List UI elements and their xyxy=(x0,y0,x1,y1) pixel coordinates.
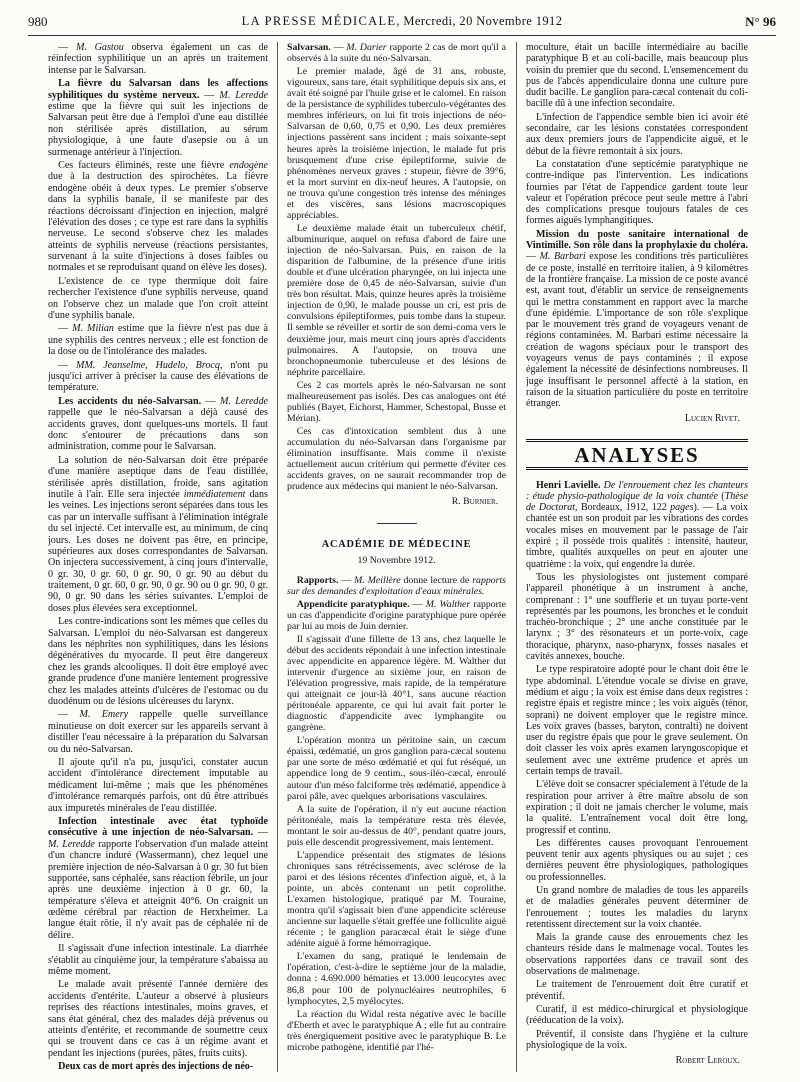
body-text: Tous les physiologistes ont justement comparé l'appareil phonétique à un instrument à anche, comprenant : 1° une soufflerie et un tuyau porte-vent représentés par les poumons, les bronches et le conduit trachéo-bronchique ; 2° une anche constituée par le larynx ; 3° des résonateurs et un porte-voix, cage thoracique, pharynx, naso-pharynx, fosses nasales et cavités annexes, bouche. xyxy=(526,571,748,663)
body-text: Le premier malade, âgé de 31 ans, robuste, vigoureux, sans tare, était syphilitique depuis six ans, et avait été soigné par l'huile grise et le calomel. En raison de la persistance de syphilides tuberculo-végétantes des membres inférieurs, on lui fit trois injections de néo-Salvarsan de 0,60, 0,75 et 0,90. Les deux premières injections passèrent sans incident ; mais soixante-sept heures après la troisième injection, le malade fut pris brusquement d'une crise épileptiforme, suivie de phénomènes nerveux graves : stupeur, fièvre de 39°6, et la mort survint en dix-neuf heures. A l'autopsie, on ne trouva qu'une congestion très intense des méninges et des viscères, sans lésions macroscopiques appréciables. xyxy=(287,66,506,221)
article-paragraph xyxy=(526,229,748,410)
article-paragraph xyxy=(48,979,268,1059)
article-paragraph xyxy=(48,816,268,941)
article-paragraph xyxy=(287,735,506,801)
header-rule xyxy=(28,35,776,36)
emphasis-text: rapports sur des demandes d'exploitation d'eaux minérales. xyxy=(287,574,506,597)
article-paragraph xyxy=(526,112,748,157)
body-text: observa également un cas de réinfection syphilitique un an après un traitement intense par le Salvarsan. xyxy=(48,42,268,76)
emphasis-text: Thèse de Doctorat xyxy=(526,490,748,514)
body-text: — xyxy=(58,709,80,721)
section-banner: ANALYSES xyxy=(526,439,748,470)
body-text: L'appendice présentait des stigmates de lésions chroniques sans rétrécissements, avec sclérose de la paroi et des lésions récentes d'infection aiguë, et, à la pointe, un abcès contenant un petit coprolithe. L'examen histologique, pratiqué par M. Touraine, montra qu'il s'agissait bien d'une appendicite scléreuse ancienne sur laquelle s'était greffée une folliculite aiguë récente ; le ganglion paracæcal était le siège d'une adénite aiguë à forme hémorragique. xyxy=(287,849,506,950)
body-text: Ces facteurs éliminés, reste une fièvre xyxy=(58,159,230,171)
body-text: rappelle quelle surveillance minutieuse on doit exercer sur les appareils servant à distiller l'eau nécessaire à la préparation du Salvarsan ou du néo-Salvarsan. xyxy=(48,709,268,755)
body-text: L'élève doit se consacrer spécialement à l'étude de la respiration pour arriver à être maître absolu de son expiration ; il doit ne jamais chercher le volume, mais la qualité. L'entraînement vocal doit être long, progressif et continu. xyxy=(526,779,748,836)
column-3 xyxy=(526,42,748,1074)
body-text: donne lecture de xyxy=(400,574,473,586)
article-paragraph xyxy=(48,78,268,158)
body-text: Un grand nombre de maladies de tous les appareils et de maladies générales peuvent déterminer de l'enrouement ; toutes les maladies du larynx retentissent directement sur la voix chantée. xyxy=(526,884,748,930)
emphasis-text: M. Leredde xyxy=(219,395,268,407)
emphasis-text: M. Gastou xyxy=(75,42,124,53)
page-header xyxy=(28,14,776,34)
body-text: — xyxy=(253,827,268,839)
newspaper-title xyxy=(28,14,776,29)
body-text: n'ont pu jusqu'ici arriver à préciser la cause des élévations de température. xyxy=(48,359,268,394)
newspaper-name: LA PRESSE MÉDICALE xyxy=(241,14,397,28)
article-paragraph xyxy=(526,42,748,110)
body-text: Ces 2 cas mortels après le néo-Salvarsan ne sont malheureusement pas isolés. Des cas analogues ont été publiés (Bayet, Eichorst, Hammer, Schestopal, Busse et Mérian). xyxy=(287,379,506,424)
body-text: La constatation d'une septicémie paratyphique ne contre-indique pas l'intervention. Les indications fournies par l'état de l'appendice gardent toute leur valeur et l'opération précoce peut seule mettre à l'abri des complications presque toujours fatales de ces formes aiguës lymphangitiques. xyxy=(526,158,748,227)
article-paragraph xyxy=(526,159,748,227)
column-divider xyxy=(277,42,278,1072)
article-paragraph xyxy=(526,1004,748,1027)
emphasis-text: MM. Jeanselme, Hudelo, Brocq, xyxy=(76,359,223,371)
article-paragraph xyxy=(287,804,506,848)
article-paragraph xyxy=(48,42,268,76)
body-text: dans les veines. Les injections seront séparées dans tous les cas par un intervalle suffisant à l'élimination intégrale du sel injecté. Cet intervalle est, au minimum, de cinq jours. Les doses ne doivent pas être, en principe, supérieures aux doses correspondantes de Salvarsan. On injectera successivement, à cinq jours d'intervalle, 0 gr. 30, 0 gr. 60, 0 gr. 90, 0 gr. 90 au début du traitement, 0 gr. 60, 0 gr. 90, 0 gr. 90 ou 0 gr. 90, 0 gr. 90, 0 gr. 90 dans les séries suivantes. L'emploi de doses plus élevées sera exceptionnel. xyxy=(48,488,268,614)
body-text: rapporte 2 cas de mort qu'il a observés à la suite du néo-Salvarsan. xyxy=(287,42,506,65)
article-paragraph xyxy=(526,838,748,883)
body-text: , Bordeaux, 1912, 122 xyxy=(575,502,671,514)
page-number: 980 xyxy=(28,14,48,29)
author-signature: Lucien Rivet. xyxy=(684,413,740,424)
emphasis-text: M. Leredde xyxy=(48,838,95,850)
article-paragraph xyxy=(287,850,506,950)
issue-date: , Mercredi, 20 Novembre 1912 xyxy=(396,14,563,28)
article-paragraph xyxy=(526,979,748,1002)
body-text: rappelle que le néo-Salvarsan a déjà causé des accidents graves, dont quelques-uns mortels. Il faut donc s'entourer de précautions dans son administration, comme pour le Salvarsan. xyxy=(48,407,268,453)
body-text: Curatif, il est médico-chirurgical et physiologique (rééducation de la voix). xyxy=(526,1003,748,1027)
article-paragraph xyxy=(287,575,506,597)
article-paragraph xyxy=(48,709,268,755)
body-text: rapporte un cas d'appendicite d'origine paratyphique pure opérée par lui au mois de Juin dernier. xyxy=(287,598,506,632)
article-paragraph xyxy=(287,66,506,221)
body-text: Le traitement de l'enrouement doit être curatif et préventif. xyxy=(526,979,748,1002)
body-text: — xyxy=(409,598,426,610)
body-text: — xyxy=(199,89,220,101)
body-text: — xyxy=(330,42,347,53)
body-text: estime que la fièvre qui suit les injections de Salvarsan peut être due à l'emploi d'une eau distillée non stérilisée après distillation, au sérum physiologique, à une faute d'asepsie ou à un surmenage antérieur à l'injection. xyxy=(48,100,268,158)
body-text: Les différentes causes provoquant l'enrouement peuvent tenir aux agents physiques ou au sujet ; ces dernières peuvent être physiologiques, pathologiques ou professionnelles. xyxy=(526,837,748,883)
column-divider xyxy=(516,42,517,1072)
article-paragraph xyxy=(526,932,748,977)
body-text: ( xyxy=(718,490,725,502)
section-date: 19 Novembre 1912. xyxy=(357,554,436,566)
emphasis-text: immédiatement xyxy=(183,488,246,500)
body-text: Préventif, il consiste dans l'hygiène et la culture physiologique de la voix. xyxy=(526,1028,748,1051)
article-paragraph xyxy=(48,943,268,977)
article-paragraph xyxy=(526,779,748,835)
body-text: estime que la fièvre n'est pas due à une syphilis des centres nerveux ; elle est fonction de la dose ou de l'intolérance des malades. xyxy=(48,323,268,358)
body-text: Mais la grande cause des enrouements chez les chanteurs réside dans le malmenage vocal. Toutes les observations rapportées dans ce travail sont des observations de malmenage. xyxy=(526,932,748,978)
emphasis-text: M. Walther xyxy=(425,598,471,610)
body-text: — xyxy=(58,323,73,335)
article-heading: La fièvre du Salvarsan dans les affections syphilitiques du système nerveux. xyxy=(48,78,268,101)
article-paragraph xyxy=(287,42,506,64)
emphasis-text: M. Leredde xyxy=(219,89,268,101)
body-text: rapporte l'observation d'un malade atteint d'un chancre induré (Wassermann), chez lequel une première injection de néo-Salvarsan à 0 gr. 30 fut bien supportée, sans céphalée, sans réaction fébrile, un jour après une deuxième injection à 0 gr. 60, la température s'éleva et atteignit 40°6. On craignit un œdème cérébral par réaction de Herxheimer. La langue était rôtie, il n'y avait pas de céphalée ni de délire. xyxy=(48,838,268,941)
article-paragraph xyxy=(526,885,748,930)
article-paragraph xyxy=(48,757,268,814)
body-text: ). — La voix chantée est un son produit par les vibrations des cordes vocales mises en mouvement par le passage de l'air expiré ; il possède trois qualités : intensité, hauteur, timbre, qualités auxquelles on peut en ajouter une quatrième : la voix, qui engendre la durée. xyxy=(526,502,748,570)
article-paragraph xyxy=(526,664,748,777)
article-heading: Appendicite paratyphique. xyxy=(296,598,410,610)
article-paragraph xyxy=(48,455,268,614)
article-paragraph xyxy=(526,480,748,570)
emphasis-text: M. Milian xyxy=(72,323,114,335)
body-text: L'opération montra un péritoine sain, un cæcum épaissi, œdématié, un gros ganglion para-cæcal soutenu par une sorte de méso œdématié et qui fut réséqué, un appendice long de 9 centim., sous-iléo-cæcal, enroulé autour d'un méso falciforme très œdématié, appendice à paroi pâle, avec quelques arborisations vasculaires. xyxy=(287,735,506,802)
body-text: L'existence de ce type thermique doit faire rechercher l'existence d'une syphilis nerveuse, quand on l'observe chez un malade que l'on croit atteint d'une syphilis banale. xyxy=(48,275,268,322)
article-paragraph xyxy=(287,634,506,734)
article-heading: Deux cas de mort après des injections de néo- xyxy=(58,1061,254,1073)
body-text: Il s'agissait d'une infection intestinale. La diarrhée s'établit au cinquième jour, la température s'abaissa au même moment. xyxy=(48,943,268,978)
emphasis-text: M. Darier xyxy=(346,42,387,53)
article-paragraph xyxy=(48,396,268,453)
author-signature: R. Burnier. xyxy=(451,495,499,507)
section-title: ACADÉMIE DE MÉDECINE xyxy=(287,523,506,550)
article-paragraph xyxy=(48,616,268,707)
emphasis-text: M. Meillère xyxy=(354,574,401,586)
article-heading: Salvarsan. xyxy=(287,42,331,53)
body-text: — xyxy=(201,395,220,407)
article-heading: Les accidents du néo-Salvarsan. xyxy=(58,395,202,407)
article-paragraph xyxy=(48,360,268,394)
body-text: A la suite de l'opération, il n'y eut aucune réaction péritonéale, mais la température resta très élevée, montant le soir au-dessus de 40°, pendant quatre jours, puis elle descendit progressivement, mais lentement. xyxy=(287,803,506,848)
emphasis-text: pages xyxy=(670,502,694,514)
body-text: — xyxy=(58,42,76,53)
body-text: La réaction du Widal resta négative avec le bacille d'Eberth et avec le paratyphique A ; elle fut au contraire très énergiquement positive avec le paratyphique B. Le microbe pathogène, identifié par l'hé- xyxy=(287,1008,506,1053)
article-paragraph xyxy=(287,599,506,632)
emphasis-text: De l'enrouement chez les chanteurs : étude physio-pathologique de la voix chantée xyxy=(526,479,748,502)
column-1 xyxy=(48,42,268,1074)
author-signature: Robert Leroux. xyxy=(675,1054,740,1066)
emphasis-text: M. Barbari xyxy=(539,251,586,263)
article-paragraph xyxy=(287,380,506,424)
article-heading: Mission du poste sanitaire international de Vintimille. Son rôle dans la prophylaxie du choléra. xyxy=(526,228,748,252)
body-text: Il ajoute qu'il n'a pu, jusqu'ici, constater aucun accident d'intolérance directement imputable au médicament lui-même ; mais que les phénomènes d'intolérance remarqués parfois, ont dû être attribués aux impuretés minérales de l'eau distillée. xyxy=(48,756,268,814)
body-text: due à la destruction des spirochètes. La fièvre endogène obéit à deux types. Le premier s'observe dans la syphilis banale, il se manifeste par des réactions décroissant d'injection en injection, malgré l'élévation des doses ; ce type est rare dans la syphilis nerveuse. Le second s'observe chez les malades atteints de syphilis nerveuse (réactions persistantes, survenant à la suite d'injections à doses faibles ou normales et se reproduisant quand on élève les doses). xyxy=(48,171,268,274)
body-text: Il s'agissait d'une fillette de 13 ans, chez laquelle le début des accidents répondait à une infection intestinale avec appendicite en apparence légère. M. Walther dut intervenir d'urgence au sixième jour, en raison de l'élévation progressive, mais rapide, de la température qui atteignait ce jour-là 40°1, sans aucune réaction péritonéale apparente, ce qui lui avait fait porter le diagnostic d'appendicite avec lymphangite ou gangrène. xyxy=(287,633,506,734)
body-text: — xyxy=(526,251,540,263)
body-text: L'examen du sang, pratiqué le lendemain de l'opération, c'est-à-dire le septième jour de la maladie, donna : 4.690.000 hématies et 13.000 leucocytes avec 86,8 pour 100 de polynucléaires neutrophiles, 6 lymphocytes, 2,5 myélocytes. xyxy=(287,951,506,1007)
article-paragraph xyxy=(48,276,268,322)
body-text: L'infection de l'appendice semble bien ici avoir été secondaire, car les lésions constatées correspondent aux deux premiers jours de l'appendicite aiguë, et le début de la fièvre remontait à six jours. xyxy=(526,111,748,157)
article-paragraph xyxy=(287,1009,506,1053)
body-text: Le type respiratoire adopté pour le chant doit être le type abdominal. L'étendue vocale se divise en grave, médium et aigu ; la voix est émise dans deux registres : registre épais et registre mince ; les voix aiguës (ténor, soprani) ne doivent employer que le registre mince. Les voix graves (basses, baryton, contralti) ne doivent user du registre épais que pour le grave seulement. On doit classer les voix après examen laryngoscopique et seulement avec une extrême prudence et après un certain temps de travail. xyxy=(526,664,748,778)
article-paragraph xyxy=(48,1061,268,1072)
body-text: Les contre-indications sont les mêmes que celles du Salvarsan. L'emploi du néo-Salvarsan est dangereux dans les néphrites non syphilitiques, dans les lésions dégénératives du myocarde. Il peut être dangereux chez les grands alcooliques. Il doit être employé avec grande prudence d'une manière lentement progressive chez les malades atteints d'ulcères de l'estomac ou du duodénum ou de lésions ulcéreuses du larynx. xyxy=(48,616,268,707)
body-text: expose les conditions très particulières de ce poste, installé en territoire italien, à 9 kilomètres de la frontière française. La mission de ce poste avancé est, avant tout, d'établir un service de renseignements qui le mettra constamment en rapport avec la marche d'une épidémie. L'importance de son rôle s'explique par le mouvement très grand de voyageurs venant de régions contaminées. M. Barbari estime nécessaire la création de wagons spéciaux pour le transport des voyageurs venus de pays contaminés ; il expose également la nécessité de désinfections nombreuses. Il juge insuffisant le personnel affecté à la station, en raison de la situation particulière du poste en territoire étranger. xyxy=(526,251,748,410)
body-text: — xyxy=(58,359,77,371)
article-paragraph xyxy=(287,223,506,378)
article-paragraph xyxy=(526,572,748,662)
article-paragraph xyxy=(287,426,506,492)
body-text: moculture, était un bacille intermédiaire au bacille paratyphique B et au coli-bacille, mais beaucoup plus voisin du premier que du second. L'ensemencement du pus de l'abcès appendiculaire donna une culture pure dudit bacille. Le ganglion para-cæcal contenait du coli-bacille dû à une infection secondaire. xyxy=(526,42,748,110)
article-heading: Rapports. xyxy=(296,574,339,586)
article-heading: Infection intestinale avec état typhoïde consécutive à une injection de néo-Salvarsan. xyxy=(48,815,268,839)
column-2 xyxy=(287,42,506,1074)
article-heading: Henri Lavielle. xyxy=(536,479,604,491)
issue-number: N° 96 xyxy=(745,14,776,29)
article-paragraph xyxy=(48,323,268,357)
body-text: Ces cas d'intoxication semblent dus à une accumulation du néo-Salvarsan dans l'organisme par élimination insuffisante. Mais comme il n'existe actuellement aucun critérium qui permette d'éviter ces accidents graves, on ne saurait recommander trop de prudence aux médecins qui manient le néo-Salvarsan. xyxy=(287,425,506,493)
body-text: La solution de néo-Salvarsan doit être préparée d'une manière aseptique dans de l'eau distillée, stérilisée après distillation, froide, sans agitation inutile à l'air. Elle sera injectée xyxy=(48,454,268,500)
emphasis-text: M. Emery xyxy=(79,709,129,721)
body-text: Le malade avait présenté l'année dernière des accidents d'entérite. L'auteur a observé à plusieurs reprises des réactions intestinales, moins graves, et sans état général, chez des malades déjà prévenus ou atteints d'entérite, et recommande de soumettre ceux qui se trouvent dans ce cas à un régime avant et pendant les injections (purées, pâtes, fruits cuits). xyxy=(48,979,268,1059)
article-paragraph xyxy=(526,1029,748,1052)
article-paragraph xyxy=(48,160,268,274)
body-text: — xyxy=(338,574,355,586)
article-paragraph xyxy=(287,951,506,1006)
emphasis-text: endogène xyxy=(229,159,268,171)
body-text: Le deuxième malade était un tuberculeux chétif, albuminurique, auquel on refusa d'abord de faire une injection de néo-Salvarsan. Puis, en raison de la disparition de l'albumine, de la présence d'une iritis double et d'une ulcération pharyngée, on lui injecta une première dose de 0,45 de néo-Salvarsan, suivie d'un très bon résultat. Mais, quinze heures après la troisième injection de 0,90, le malade pousse un cri, est pris de convulsions épileptiformes, puis tombe dans la stupeur. Il semble se réveiller et sortir de son demi-coma vers le deuxième jour, mais meurt cinq jours après d'accidents pulmonaires. A l'autopsie, on trouva une bronchopneumonie tuberculeuse et des lésions de néphrite parcellaire. xyxy=(287,222,506,378)
